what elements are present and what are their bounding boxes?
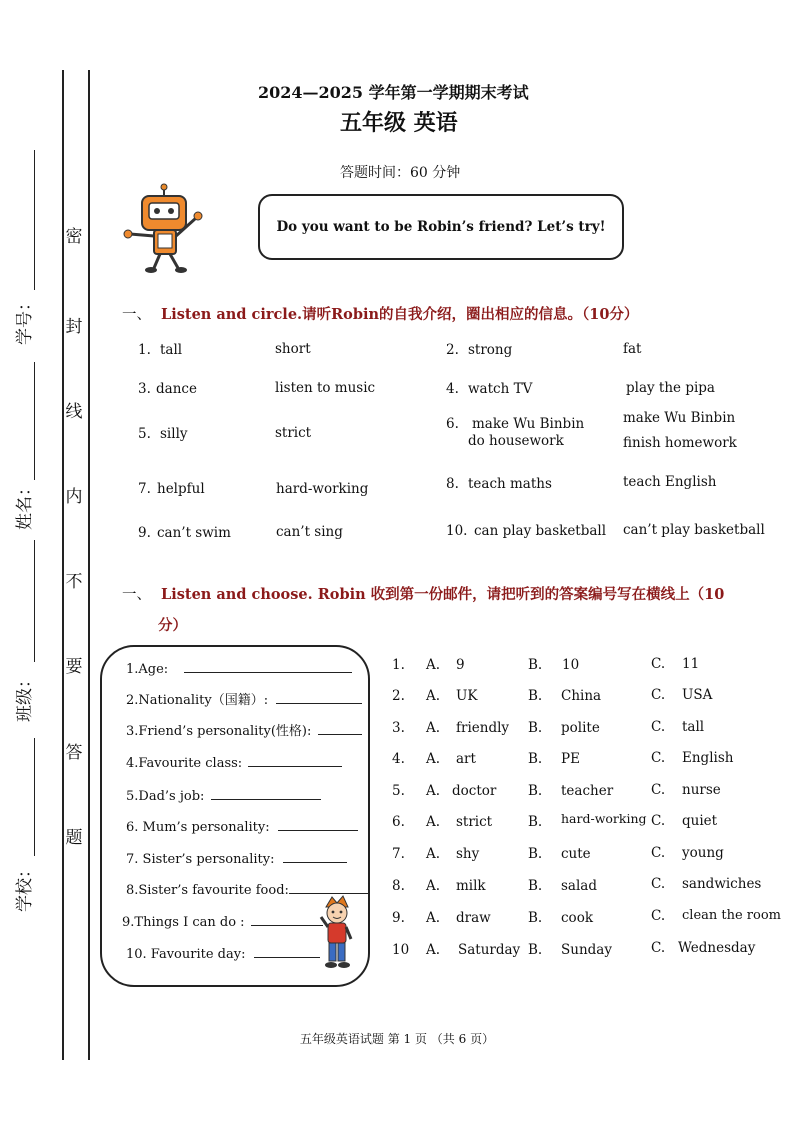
- form-row: [126, 658, 352, 677]
- letter-c: C.: [651, 876, 666, 892]
- form-row: [126, 689, 362, 708]
- choice-number: 4.: [392, 751, 405, 767]
- form-row: [126, 943, 320, 962]
- item-number: 2.: [446, 342, 459, 358]
- item-number: 8.: [446, 476, 459, 492]
- choice-c[interactable]: quiet: [682, 813, 718, 829]
- letter-b: B.: [528, 814, 543, 830]
- item-number: 1.: [138, 342, 151, 358]
- section2-title-en: Listen and choose.: [161, 586, 313, 603]
- robin-boy-illustration: [318, 895, 356, 971]
- answer-blank[interactable]: [318, 720, 362, 735]
- option-b[interactable]: listen to music: [275, 380, 376, 396]
- letter-b: B.: [528, 910, 543, 926]
- choice-a[interactable]: doctor: [452, 783, 497, 799]
- answer-blank[interactable]: [254, 943, 320, 958]
- letter-a: A.: [426, 814, 441, 830]
- exam-title: 2024—2025 学年第一学期期末考试: [258, 83, 529, 102]
- section2-heading: [122, 583, 724, 604]
- choice-c[interactable]: young: [682, 845, 724, 861]
- seal-char: 要: [65, 657, 83, 677]
- choice-c[interactable]: Wednesday: [678, 940, 756, 956]
- answer-blank[interactable]: [251, 911, 323, 926]
- form-row: [126, 720, 362, 739]
- choice-number: 1.: [392, 657, 405, 673]
- form-row: [122, 911, 323, 930]
- letter-c: C.: [651, 656, 666, 672]
- letter-a: A.: [426, 878, 441, 894]
- option-b[interactable]: play the pipa: [626, 380, 715, 396]
- letter-b: B.: [528, 720, 543, 736]
- student-number-label: 学号：: [15, 294, 35, 345]
- section1-title-cn: 请听Robin的自我介绍，圈出相应的信息。（10分）: [302, 306, 639, 323]
- choice-b[interactable]: teacher: [561, 783, 614, 799]
- seal-char: 封: [65, 317, 83, 337]
- form-label: 6. Mum’s personality:: [126, 820, 270, 835]
- option-a[interactable]: silly: [160, 426, 188, 442]
- section1-title-en: Listen and circle.: [161, 306, 303, 323]
- choice-number: 8.: [392, 878, 405, 894]
- letter-c: C.: [651, 687, 666, 703]
- choice-number: 2.: [392, 688, 405, 704]
- choice-b[interactable]: cute: [561, 846, 591, 862]
- section1-heading: [122, 303, 638, 324]
- option-b[interactable]: can’t play basketball: [623, 522, 765, 538]
- robot-robin-illustration: [120, 182, 212, 274]
- form-label: 10. Favourite day:: [126, 947, 246, 962]
- choice-a[interactable]: art: [456, 751, 476, 767]
- binding-line-right: [88, 70, 90, 1060]
- seal-char: 题: [65, 828, 83, 848]
- option-a[interactable]: dance: [156, 381, 197, 397]
- choice-a[interactable]: draw: [456, 910, 491, 926]
- item-number: 7.: [138, 481, 151, 497]
- choice-c[interactable]: English: [682, 750, 734, 766]
- letter-c: C.: [651, 813, 666, 829]
- choice-b[interactable]: Sunday: [561, 942, 612, 958]
- form-label: 4.Favourite class:: [126, 756, 243, 771]
- letter-b: B.: [528, 783, 543, 799]
- form-row: [126, 816, 358, 835]
- section1-number: 一、: [122, 307, 151, 323]
- item-number: 3.: [138, 381, 151, 397]
- letter-a: A.: [426, 783, 441, 799]
- option-a[interactable]: strong: [468, 342, 513, 358]
- option-b[interactable]: strict: [275, 425, 312, 441]
- form-row: [126, 752, 342, 771]
- choice-c[interactable]: 11: [682, 656, 700, 672]
- class-line[interactable]: [34, 540, 35, 662]
- choice-b[interactable]: salad: [561, 878, 597, 894]
- letter-a: A.: [426, 688, 441, 704]
- option-b[interactable]: teach English: [623, 474, 717, 490]
- choice-a[interactable]: 9: [456, 657, 465, 673]
- form-label: 9.Things I can do :: [122, 915, 245, 930]
- choice-b[interactable]: China: [561, 688, 602, 704]
- answer-blank[interactable]: [283, 848, 347, 863]
- answer-blank[interactable]: [276, 689, 362, 704]
- time-info: 答题时间：60 分钟: [340, 165, 461, 181]
- choice-b[interactable]: 10: [562, 657, 580, 673]
- section2-number: 一、: [122, 587, 151, 603]
- item-number: 10.: [446, 523, 468, 539]
- choice-a[interactable]: UK: [456, 688, 478, 704]
- choice-c[interactable]: nurse: [682, 782, 721, 798]
- letter-b: B.: [528, 657, 543, 673]
- seal-char: 答: [65, 743, 83, 763]
- choice-number: 10: [392, 942, 410, 958]
- letter-c: C.: [651, 750, 666, 766]
- item-number: 6.: [446, 416, 459, 432]
- form-label: 3.Friend’s personality(性格):: [126, 724, 312, 739]
- seal-char: 密: [65, 227, 83, 247]
- option-a[interactable]: can’t swim: [157, 525, 231, 541]
- option-a[interactable]: helpful: [157, 481, 205, 497]
- choice-number: 5.: [392, 783, 405, 799]
- option-b[interactable]: can’t sing: [276, 524, 343, 540]
- letter-a: A.: [426, 720, 441, 736]
- form-label: 2.Nationality（国籍）:: [126, 693, 269, 708]
- letter-a: A.: [426, 910, 441, 926]
- school-line[interactable]: [34, 738, 35, 856]
- subject-title: 五年级 英语: [340, 110, 458, 136]
- letter-b: B.: [528, 688, 543, 704]
- option-b-line2[interactable]: finish homework: [623, 435, 737, 451]
- letter-c: C.: [651, 908, 666, 924]
- letter-a: A.: [426, 942, 441, 958]
- choice-b[interactable]: PE: [561, 751, 580, 767]
- choice-c[interactable]: tall: [682, 719, 705, 735]
- letter-a: A.: [426, 846, 441, 862]
- form-label: 7. Sister’s personality:: [126, 852, 275, 867]
- binding-line-left: [62, 70, 64, 1060]
- section2-heading-cont: 分）: [158, 617, 187, 634]
- answer-blank[interactable]: [184, 658, 352, 673]
- option-b[interactable]: make Wu Binbin: [623, 410, 736, 426]
- banner-text: Do you want to be Robin’s friend? Let’s try!: [276, 219, 606, 235]
- choice-b[interactable]: polite: [561, 720, 600, 736]
- choice-a[interactable]: strict: [456, 814, 493, 830]
- intro-banner: [258, 194, 624, 260]
- page-footer: 五年级英语试题 第 1 页 （共 6 页）: [299, 1032, 495, 1046]
- option-b[interactable]: hard-working: [276, 481, 369, 497]
- choice-a[interactable]: milk: [456, 878, 486, 894]
- form-row: [126, 848, 347, 867]
- item-number: 9.: [138, 525, 151, 541]
- answer-blank[interactable]: [289, 879, 369, 894]
- seal-char: 内: [65, 487, 83, 507]
- letter-b: B.: [528, 942, 543, 958]
- class-label: 班级：: [15, 671, 35, 722]
- choice-c[interactable]: sandwiches: [682, 876, 762, 892]
- letter-c: C.: [651, 845, 666, 861]
- form-row: [126, 785, 321, 804]
- name-label: 姓名：: [15, 479, 35, 530]
- section2-title-cn: Robin 收到第一份邮件，请把听到的答案编号写在横线上（10: [317, 586, 725, 603]
- answer-blank[interactable]: [278, 816, 358, 831]
- letter-b: B.: [528, 878, 543, 894]
- letter-c: C.: [651, 782, 666, 798]
- letter-c: C.: [651, 940, 666, 956]
- letter-b: B.: [528, 846, 543, 862]
- choice-a[interactable]: Saturday: [458, 942, 521, 958]
- choice-b[interactable]: hard-working: [561, 811, 647, 826]
- item-number: 5.: [138, 426, 151, 442]
- form-label: 8.Sister’s favourite food:: [126, 883, 289, 898]
- seal-char: 不: [65, 572, 83, 592]
- form-label: 1.Age:: [126, 662, 169, 677]
- answer-blank[interactable]: [248, 752, 342, 767]
- choice-a[interactable]: friendly: [456, 720, 510, 736]
- student-number-line[interactable]: [34, 150, 35, 290]
- letter-a: A.: [426, 751, 441, 767]
- school-label: 学校：: [15, 861, 35, 912]
- choice-number: 9.: [392, 910, 405, 926]
- option-a[interactable]: watch TV: [468, 381, 533, 397]
- letter-c: C.: [651, 719, 666, 735]
- option-b[interactable]: fat: [623, 341, 642, 357]
- option-a[interactable]: tall: [160, 342, 183, 358]
- option-a[interactable]: make Wu Binbin: [472, 416, 585, 432]
- choice-number: 7.: [392, 846, 405, 862]
- seal-char: 线: [65, 402, 83, 422]
- answer-blank[interactable]: [211, 785, 321, 800]
- name-line[interactable]: [34, 362, 35, 480]
- form-label: 5.Dad’s job:: [126, 789, 205, 804]
- choice-b[interactable]: cook: [561, 910, 593, 926]
- option-b[interactable]: short: [275, 341, 311, 357]
- choice-c[interactable]: clean the room: [682, 908, 782, 923]
- option-a[interactable]: can play basketball: [474, 523, 607, 539]
- choice-a[interactable]: shy: [456, 846, 480, 862]
- option-a[interactable]: teach maths: [468, 476, 552, 492]
- letter-a: A.: [426, 657, 441, 673]
- choice-c[interactable]: USA: [682, 687, 713, 703]
- choice-number: 3.: [392, 720, 405, 736]
- letter-b: B.: [528, 751, 543, 767]
- item-number: 4.: [446, 381, 459, 397]
- option-a-line2[interactable]: do housework: [468, 433, 564, 449]
- choice-number: 6.: [392, 814, 405, 830]
